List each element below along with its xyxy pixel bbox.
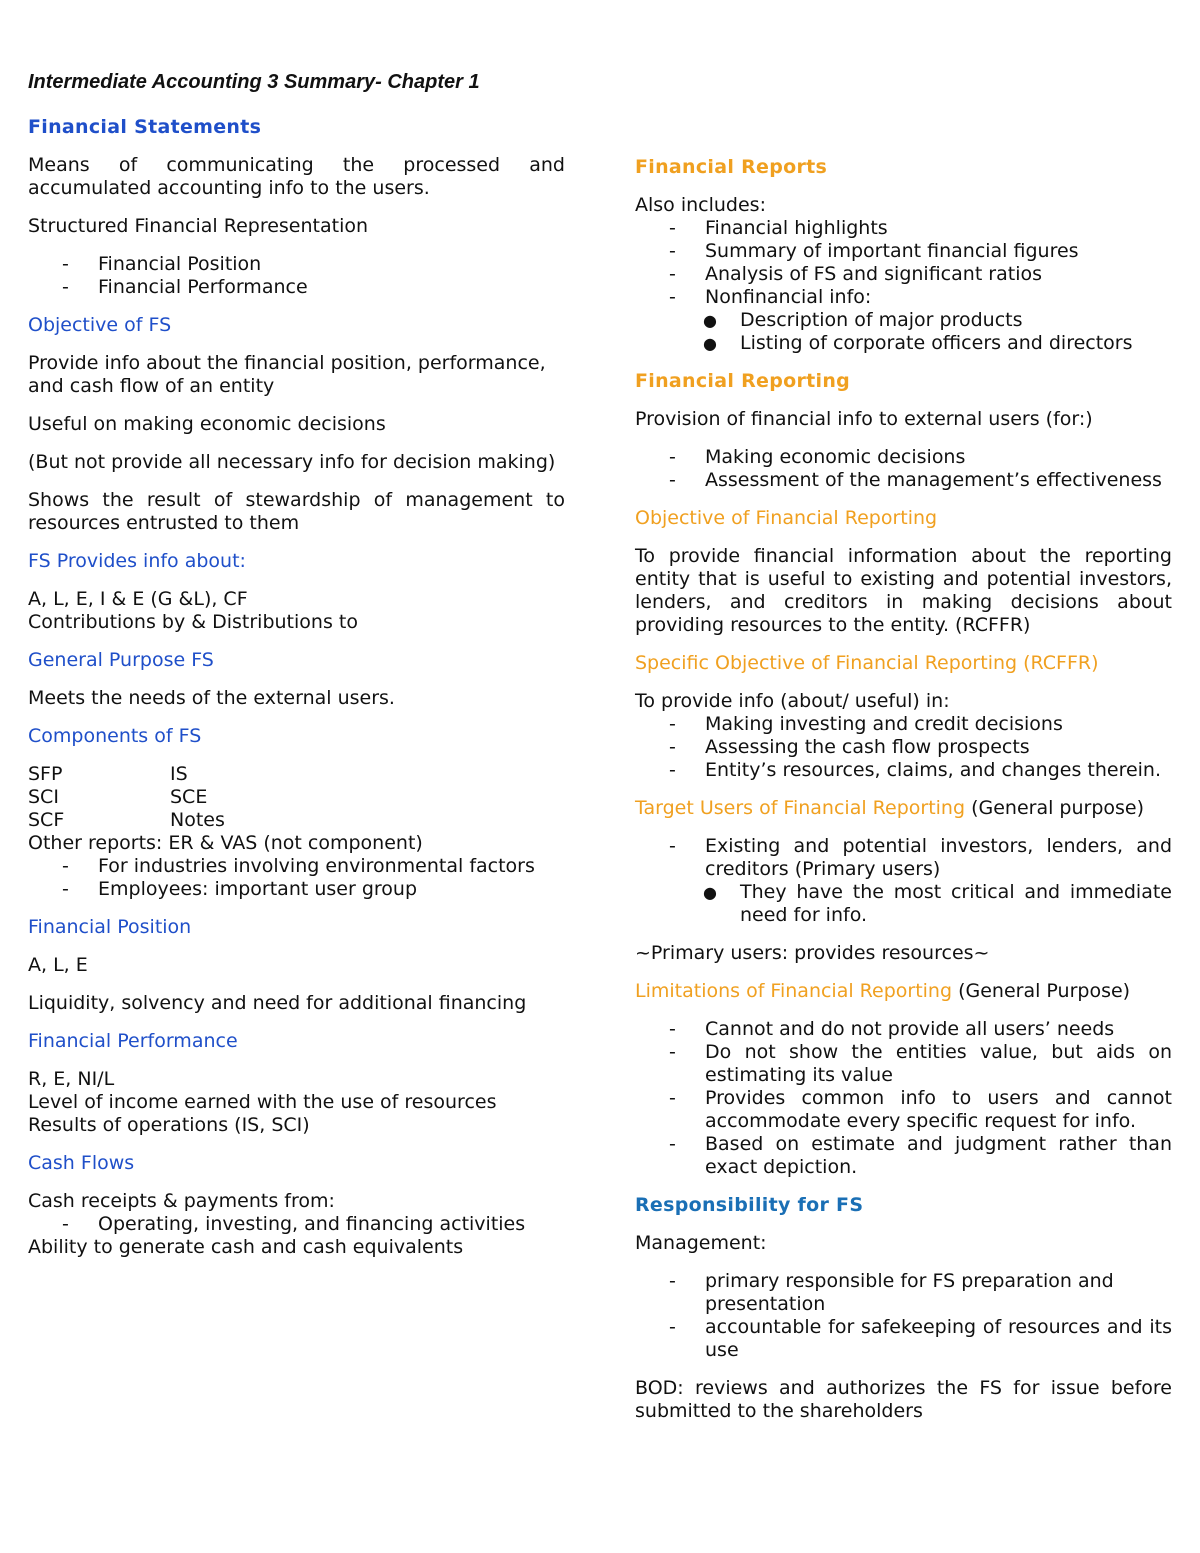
list-item: - Financial Position [62, 253, 262, 275]
list-item: - Provides common info to users and cannot accommodate every specific request for info. [669, 1087, 1172, 1132]
list-item: ● Listing of corporate officers and directors [703, 332, 1133, 354]
heading-limitations: Limitations of Financial Reporting (General Purpose) [635, 980, 1131, 1002]
list-item: - Making economic decisions [669, 446, 966, 468]
bod-para: BOD: reviews and authorizes the FS for issue before submitted to the shareholders [635, 1377, 1172, 1422]
heading-specific-objective: Specific Objective of Financial Reporting (RCFFR) [635, 652, 1099, 674]
objective-para-3: (But not provide all necessary info for decision making) [28, 451, 556, 473]
reports-sublist [635, 309, 1172, 355]
specific-intro: To provide info (about/ useful) in: [635, 690, 950, 712]
heading-responsibility: Responsibility for FS [635, 1194, 864, 1216]
other-reports-list [28, 855, 565, 901]
responsibility-list [635, 1270, 1172, 1362]
list-item: - Based on estimate and judgment rather than exact depiction. [669, 1133, 1172, 1178]
heading-financial-statements: Financial Statements [28, 116, 262, 138]
components-grid: SFP IS SCI SCE SCF Notes [28, 763, 225, 831]
list-item: - Cannot and do not provide all users’ needs [669, 1018, 1115, 1040]
cash-items-list [28, 1213, 565, 1236]
fs-items-list [28, 253, 565, 299]
document-title: Intermediate Accounting 3 Summary- Chapter 1 [28, 71, 480, 93]
reports-intro: Also includes: [635, 194, 766, 216]
list-item: - Making investing and credit decisions [669, 713, 1063, 735]
list-item: - Entity’s resources, claims, and changes therein. [669, 759, 1162, 781]
heading-objective-of-fs: Objective of FS [28, 314, 172, 336]
heading-financial-performance: Financial Performance [28, 1030, 238, 1052]
target-list [635, 835, 1172, 881]
reports-list [635, 217, 1172, 309]
list-item: - Existing and potential investors, lenders, and creditors (Primary users) [669, 835, 1172, 880]
list-item: - Assessing the cash flow prospects [669, 736, 1030, 758]
list-item: - Do not show the entities value, but aids on estimating its value [669, 1041, 1172, 1086]
list-item: - Employees: important user group [62, 878, 418, 900]
heading-financial-reporting: Financial Reporting [635, 370, 851, 392]
heading-cash-flows: Cash Flows [28, 1152, 135, 1174]
objective-para-4: Shows the result of stewardship of management to resources entrusted to them [28, 489, 565, 534]
specific-list [635, 713, 1172, 782]
fs-structured: Structured Financial Representation [28, 215, 369, 237]
general-purpose-para: Meets the needs of the external users. [28, 687, 395, 709]
cash-line-2: Ability to generate cash and cash equivalents [28, 1236, 464, 1258]
list-item: - For industries involving environmental factors [62, 855, 535, 877]
list-item: - Nonfinancial info: [669, 286, 872, 308]
list-item: - Summary of important financial figures [669, 240, 1079, 262]
target-sublist [635, 881, 1172, 927]
fs-definition: Means of communicating the processed and accumulated accounting info to the users. [28, 154, 565, 199]
left-column [28, 116, 565, 1259]
objective-para-1: Provide info about the financial position, performance, and cash flow of an entity [28, 352, 546, 397]
objective-reporting-para: To provide financial information about the reporting entity that is useful to existing and potential investors, lenders, and creditors in making decisions about providing resources to the entity. (RCFFR) [635, 545, 1172, 636]
right-column [635, 156, 1172, 1438]
responsibility-intro: Management: [635, 1232, 767, 1254]
limitations-list [635, 1018, 1172, 1179]
list-item: - Operating, investing, and financing activities [62, 1213, 526, 1235]
other-reports: Other reports: ER & VAS (not component) [28, 832, 423, 854]
list-item: - Assessment of the management’s effectiveness [669, 469, 1162, 491]
heading-objective-of-financial-reporting: Objective of Financial Reporting [635, 507, 938, 529]
heading-fs-provides: FS Provides info about: [28, 550, 246, 572]
position-line-2: Liquidity, solvency and need for additional financing [28, 992, 527, 1014]
primary-users-note: ~Primary users: provides resources~ [635, 942, 990, 964]
fs-provides-lines: A, L, E, I & E (G &L), CF Contributions by & Distributions to [28, 588, 358, 633]
cash-line-1: Cash receipts & payments from: [28, 1190, 335, 1212]
heading-financial-position: Financial Position [28, 916, 192, 938]
heading-components-of-fs: Components of FS [28, 725, 202, 747]
list-item: - Financial highlights [669, 217, 888, 239]
list-item: ● Description of major products [703, 309, 1023, 331]
heading-financial-reports: Financial Reports [635, 156, 828, 178]
reporting-list [635, 446, 1172, 492]
list-item: - Financial Performance [62, 276, 308, 298]
list-item: - Analysis of FS and significant ratios [669, 263, 1043, 285]
reporting-para: Provision of financial info to external users (for:) [635, 408, 1093, 430]
heading-general-purpose-fs: General Purpose FS [28, 649, 214, 671]
performance-lines: R, E, NI/L Level of income earned with the use of resources Results of operations (IS, SCI) [28, 1068, 497, 1136]
list-item: - primary responsible for FS preparation and presentation [669, 1270, 1114, 1315]
heading-target-users: Target Users of Financial Reporting (General purpose) [635, 797, 1145, 819]
objective-para-2: Useful on making economic decisions [28, 413, 386, 435]
list-item: - accountable for safekeeping of resources and its use [669, 1316, 1172, 1361]
position-line-1: A, L, E [28, 954, 88, 976]
list-item: ● They have the most critical and immediate need for info. [703, 881, 1172, 926]
